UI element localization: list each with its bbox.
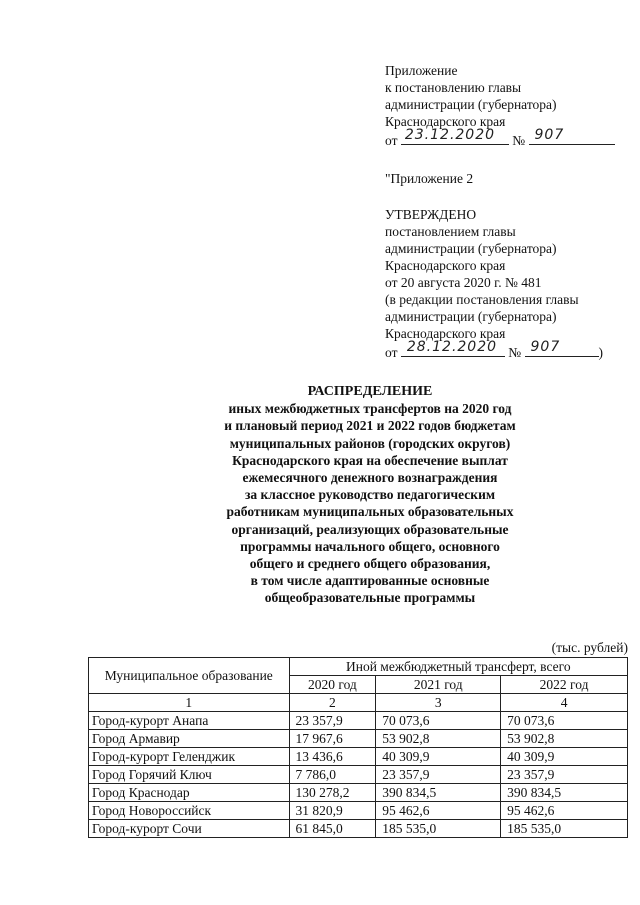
- title-line: муниципальных районов (городских округов): [229, 435, 511, 451]
- value-2021: 23 357,9: [376, 766, 501, 784]
- value-2021: 70 073,6: [376, 712, 501, 730]
- number-blank: [529, 127, 615, 145]
- municipality-name: Город Новороссийск: [89, 802, 290, 820]
- municipality-name: Город Армавир: [89, 730, 290, 748]
- handwritten-date: 28.12.2020: [406, 339, 498, 355]
- column-index: 3: [376, 694, 501, 712]
- approved-block: [385, 206, 630, 361]
- value-2022: 70 073,6: [501, 712, 628, 730]
- value-2020: 31 820,9: [289, 802, 376, 820]
- value-2022: 53 902,8: [501, 730, 628, 748]
- value-2021: 40 309,9: [376, 748, 501, 766]
- value-2021: 53 902,8: [376, 730, 501, 748]
- approved-date-line: [385, 339, 630, 361]
- value-2020: 17 967,6: [289, 730, 376, 748]
- approved-line: Краснодарского края: [385, 258, 506, 273]
- number-label: №: [512, 133, 526, 148]
- appendix-line: Краснодарского края: [385, 114, 506, 129]
- column-index: 4: [501, 694, 628, 712]
- number-blank: [525, 339, 599, 357]
- value-2022: 390 834,5: [501, 784, 628, 802]
- approved-line: администрации (губернатора): [385, 241, 557, 256]
- table-row: [89, 784, 628, 802]
- handwritten-number: 907: [534, 127, 565, 143]
- appendix-line: администрации (губернатора): [385, 97, 557, 112]
- number-label: №: [508, 345, 522, 360]
- units-label: (тыс. рублей): [551, 640, 628, 655]
- municipality-name: Город Краснодар: [89, 784, 290, 802]
- date-blank: [401, 127, 509, 145]
- appendix-line: Приложение: [385, 63, 458, 78]
- value-2021: 185 535,0: [376, 820, 501, 838]
- table-row: [89, 748, 628, 766]
- date-blank: [401, 339, 505, 357]
- title-line: в том числе адаптированные основные: [250, 573, 490, 589]
- title-line: работникам муниципальных образовательных: [226, 504, 514, 520]
- column-index: 1: [89, 694, 290, 712]
- title-line: ежемесячного денежного вознаграждения: [242, 470, 498, 486]
- table-row: [89, 730, 628, 748]
- title-line: Краснодарского края на обеспечение выплат: [232, 452, 508, 468]
- handwritten-number: 907: [530, 339, 561, 355]
- close-paren: ): [598, 345, 603, 360]
- value-2022: 40 309,9: [501, 748, 628, 766]
- approved-line: УТВЕРЖДЕНО: [385, 207, 477, 222]
- appendix-header-block: [385, 62, 630, 149]
- title-line: и плановый период 2021 и 2022 годов бюджетам: [224, 418, 516, 434]
- table-row: [89, 802, 628, 820]
- approved-line: постановлением главы: [385, 224, 516, 239]
- from-label: от: [385, 345, 398, 360]
- value-2020: 23 357,9: [289, 712, 376, 730]
- column-header-transfer-total: Иной межбюджетный трансферт, всего: [289, 658, 627, 676]
- title-line: программы начального общего, основного: [240, 538, 500, 554]
- table-row: [89, 712, 628, 730]
- column-header-2020: 2020 год: [289, 676, 376, 694]
- value-2022: 95 462,6: [501, 802, 628, 820]
- appendix-2-label: "Приложение 2: [385, 171, 474, 186]
- handwritten-date: 23.12.2020: [404, 127, 496, 143]
- appendix-date-line: [385, 127, 630, 149]
- municipality-name: Город-курорт Анапа: [89, 712, 290, 730]
- title-line: общего и среднего общего образования,: [249, 556, 491, 572]
- column-header-2022: 2022 год: [501, 676, 628, 694]
- column-header-2021: 2021 год: [376, 676, 501, 694]
- value-2020: 7 786,0: [289, 766, 376, 784]
- column-header-municipality: Муниципальное образование: [89, 658, 290, 694]
- title-line: общеобразовательные программы: [264, 590, 476, 606]
- municipality-name: Город-курорт Сочи: [89, 820, 290, 838]
- title-line: РАСПРЕДЕЛЕНИЕ: [307, 384, 433, 399]
- appendix-line: к постановлению главы: [385, 80, 522, 95]
- value-2021: 390 834,5: [376, 784, 501, 802]
- distribution-table: [88, 657, 628, 838]
- title-line: за классное руководство педагогическим: [244, 487, 496, 503]
- title-line: организаций, реализующих образовательные: [231, 521, 509, 537]
- value-2021: 95 462,6: [376, 802, 501, 820]
- approved-line: от 20 августа 2020 г. № 481: [385, 275, 542, 290]
- table-row: [89, 766, 628, 784]
- document-title: [150, 383, 590, 607]
- value-2020: 61 845,0: [289, 820, 376, 838]
- approved-line: (в редакции постановления главы: [385, 292, 579, 307]
- column-index: 2: [289, 694, 376, 712]
- value-2022: 185 535,0: [501, 820, 628, 838]
- value-2020: 13 436,6: [289, 748, 376, 766]
- approved-line: Краснодарского края: [385, 326, 506, 341]
- value-2022: 23 357,9: [501, 766, 628, 784]
- table-row: [89, 820, 628, 838]
- title-line: иных межбюджетных трансфертов на 2020 год: [228, 401, 512, 417]
- municipality-name: Город-курорт Геленджик: [89, 748, 290, 766]
- approved-line: администрации (губернатора): [385, 309, 557, 324]
- from-label: от: [385, 133, 398, 148]
- value-2020: 130 278,2: [289, 784, 376, 802]
- municipality-name: Город Горячий Ключ: [89, 766, 290, 784]
